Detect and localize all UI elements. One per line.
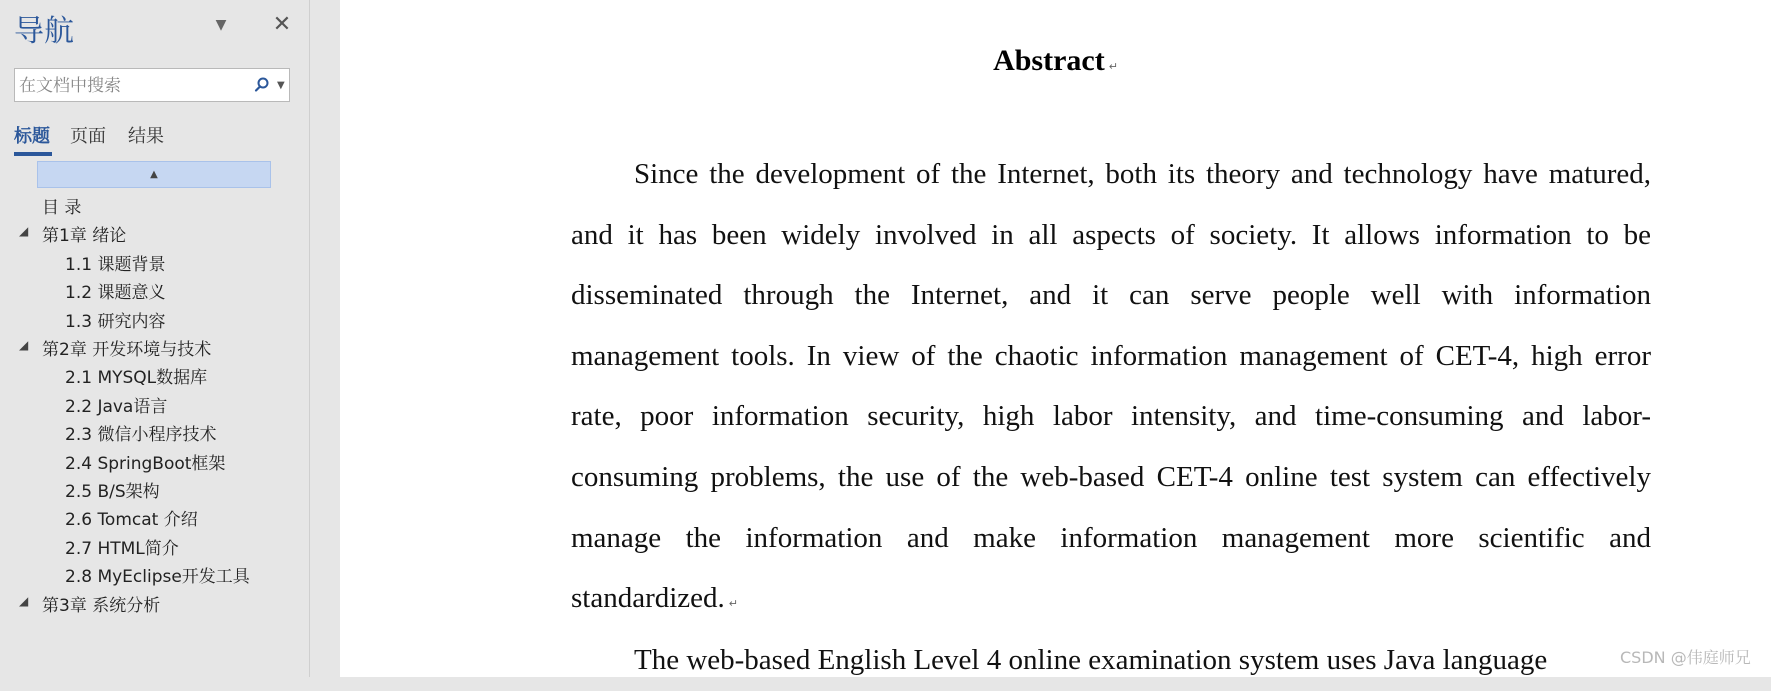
tree-item-label: 2.6 Tomcat 介绍 <box>65 510 198 531</box>
tree-item-label: 1.1 课题背景 <box>65 254 166 275</box>
tree-item-1-3[interactable] <box>0 304 300 332</box>
navigation-pane <box>0 0 310 677</box>
tree-item-2-5[interactable] <box>0 474 300 502</box>
document-page[interactable] <box>340 0 1771 677</box>
search-options-chevron-icon[interactable]: ▼ <box>277 79 285 91</box>
tree-item-label: 第2章 开发环境与技术 <box>42 340 212 360</box>
tree-item-chapter1[interactable] <box>0 218 300 246</box>
tab-headings[interactable]: 标题 <box>14 126 50 147</box>
nav-title: 导航 <box>14 14 74 49</box>
paragraph-mark-icon: ↵ <box>1108 60 1118 73</box>
tree-item-2-1[interactable] <box>0 360 300 388</box>
tree-item-chapter2[interactable] <box>0 332 300 360</box>
tree-item-label: 2.2 Java语言 <box>65 396 168 417</box>
tree-item-label: 2.4 SpringBoot框架 <box>65 453 226 474</box>
tree-item-1-1[interactable] <box>0 247 300 275</box>
tree-item-label: 1.3 研究内容 <box>65 311 166 332</box>
nav-options-dropdown-icon[interactable]: ▼ <box>215 17 227 33</box>
tree-item-1-2[interactable] <box>0 275 300 303</box>
tree-item-toc[interactable] <box>0 190 300 218</box>
collapse-triangle-icon[interactable]: ◢ <box>19 224 29 239</box>
pane-divider[interactable] <box>310 0 340 677</box>
abstract-paragraph <box>571 144 1651 635</box>
tree-item-label: 2.8 MyEclipse开发工具 <box>65 567 250 588</box>
tree-item-label: 2.3 微信小程序技术 <box>65 425 217 446</box>
tree-item-2-8[interactable] <box>0 559 300 587</box>
tree-item-2-4[interactable] <box>0 446 300 474</box>
tree-item-label: 2.7 HTML简介 <box>65 538 179 559</box>
abstract-paragraph: The web-based English Level 4 online examination system uses Java language <box>634 644 1548 676</box>
tree-item-label: 2.5 B/S架构 <box>65 482 160 502</box>
active-tab-indicator <box>14 152 52 156</box>
tab-results[interactable]: 结果 <box>128 126 164 147</box>
watermark: CSDN @伟庭师兄 <box>1620 648 1751 667</box>
search-input[interactable] <box>17 71 247 101</box>
tree-item-label: 1.2 课题意义 <box>65 283 166 304</box>
search-icon[interactable] <box>251 74 273 96</box>
tree-item-2-7[interactable] <box>0 531 300 559</box>
tree-item-label: 第1章 绪论 <box>42 226 127 247</box>
tree-item-2-6[interactable] <box>0 502 300 530</box>
tree-item-label: 目 录 <box>42 198 82 218</box>
tree-item-label: 第3章 系统分析 <box>42 595 161 616</box>
collapse-triangle-icon[interactable]: ◢ <box>19 593 29 608</box>
document-heading <box>340 44 1771 78</box>
paragraph-mark-icon: ↵ <box>728 597 739 611</box>
close-icon[interactable]: ✕ <box>272 11 292 37</box>
paragraph-text: Since the development of the Internet, both its theory and technology have matured, and it has been widely involved in all aspects of society. It allows information to be disseminated through the Internet, and it can serve people well with information management tools. In view of the chaotic information management of CET-4, high error rate, poor information security, high labor intensity, and time-consuming and labor-consuming problems, the use of the web-based CET-4 online test system can effectively manage the information and make information management more scientific and standardized. <box>571 158 1651 615</box>
heading-text: Abstract <box>993 44 1105 77</box>
tab-pages[interactable]: 页面 <box>70 126 106 147</box>
tree-item-2-2[interactable] <box>0 389 300 417</box>
tree-item-chapter3[interactable] <box>0 588 300 616</box>
collapse-triangle-icon[interactable]: ◢ <box>19 338 29 352</box>
tree-item-label: 2.1 MYSQL数据库 <box>65 368 208 389</box>
search-box <box>14 68 290 102</box>
scroll-to-top-icon[interactable]: ▲ <box>37 161 271 188</box>
tree-item-2-3[interactable] <box>0 417 300 445</box>
